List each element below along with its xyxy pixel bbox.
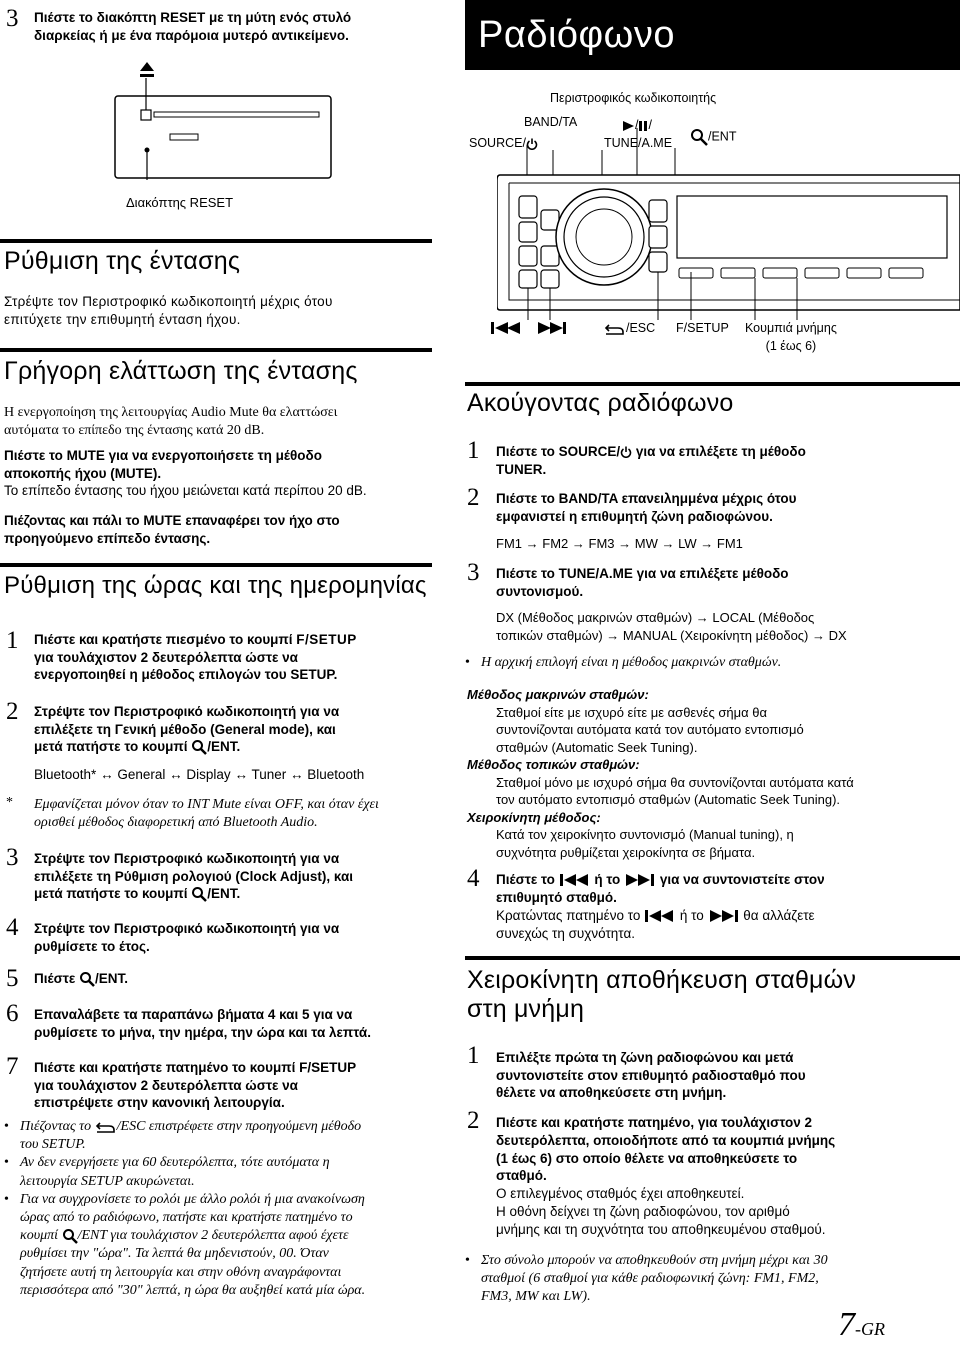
mode-cycle: Bluetooth* ↔ General ↔ Display ↔ Tuner ↔ Bluetooth (34, 767, 365, 782)
step-number: 7 (6, 1053, 19, 1080)
head-unit-illustration (497, 100, 960, 320)
clock-heading: Ρύθμιση της ώρας και της ημερομηνίας (4, 572, 427, 599)
search-icon (79, 971, 95, 987)
clock-step-5: Πιέστε /ENT. (34, 971, 129, 986)
rotary-encoder-label: Περιστροφικός κωδικοποιητής (550, 91, 717, 105)
f-setup-label: F/SETUP (676, 321, 729, 335)
search-icon (191, 886, 207, 902)
section-rule (0, 239, 432, 243)
band-cycle: FM1 → FM2 → FM3 → MW → LW → FM1 (496, 536, 743, 551)
previous-track-icon (644, 909, 676, 923)
tuning-modes: DX (Μέθοδος μακρινών σταθμών) → LOCAL (Μέθοδος τοπικών σταθμών) → MANUAL (Χειροκίνητη μέθοδος) → DX (496, 610, 847, 643)
step-number: 2 (467, 484, 480, 511)
section-rule (0, 563, 432, 567)
tune-ame-label: TUNE/A.ME (604, 136, 673, 150)
listening-heading: Ακούγοντας ραδιόφωνο (467, 389, 734, 417)
section-rule (465, 956, 960, 960)
step-number: 1 (467, 1042, 480, 1069)
clock-step-1: Πιέστε και κρατήστε πιεσμένο το κουμπί F/SETUP για τουλάχιστον 2 δευτερόλεπτα ώστε να ενεργοποιηθεί η μέθοδος επιλογών του SETUP. (34, 632, 357, 682)
footnote: Εμφανίζεται μόνον όταν το INT Mute είναι OFF, και όταν έχει ορισθεί μέθοδος διαφορετική από Bluetooth Audio. (34, 797, 379, 830)
memory-step-2: Πιέστε και κρατήστε πατημένο, για τουλάχιστον 2 δευτερόλεπτα, οποιοδήποτε από τα κουμπιά μνήμης (1 έως 6) στο οποίο θέλετε να αποθηκεύσετε το σταθμό. Ο επιλεγμένος σταθμός έχει αποθηκευτεί. Η οθόνη δείχνει τη ζώνη ραδιοφώνου, τον αριθμό μνήμης και τη συχνότητα του αποθηκευμένου σταθμού. (496, 1115, 836, 1237)
clock-step-4: Στρέψτε τον Περιστροφικό κωδικοποιητή για να ρυθμίσετε το έτος. (34, 921, 340, 954)
step-number: 2 (6, 698, 19, 725)
play-pause-label: / / (622, 118, 652, 132)
next-track-icon (538, 322, 566, 334)
page-number: 7-GR (838, 1306, 885, 1343)
next-track-icon (708, 909, 740, 923)
page-title: Ραδιόφωνο (478, 14, 675, 56)
esc-label: /ESC (604, 321, 655, 336)
section-rule (465, 382, 960, 386)
previous-track-icon (559, 873, 591, 887)
step-number: 4 (467, 865, 480, 892)
ent-label: /ENT (690, 128, 736, 146)
band-ta-label: BAND/TA (524, 115, 578, 129)
listen-step-2: Πιέστε το BAND/TA επανειλημμένα μέχρις ότου εμφανιστεί η επιθυμητή ζώνη ραδιοφώνου. (496, 491, 797, 524)
eject-icon (139, 61, 155, 79)
back-arrow-icon (604, 322, 626, 336)
unmute-instruction: Πιέζοντας και πάλι το MUTE επαναφέρει τον ήχο στο προηγούμενο επίπεδο έντασης. (4, 513, 340, 546)
step-number: 3 (467, 559, 480, 586)
reset-instruction: Πιέστε το διακόπτη RESET με τη μύτη ενός στυλό διαρκείας ή με ένα παρόμοια μυτερό αντικείμενο. (34, 10, 352, 43)
step-number: 5 (6, 965, 19, 992)
mute-intro: Η ενεργοποίηση της λειτουργίας Audio Mute θα ελαττώσει αυτόματα το επίπεδο της έντασης κατά 20 dB. (4, 405, 338, 438)
clock-step-7: Πιέστε και κρατήστε πατημένο το κουμπί F/SETUP για τουλάχιστον 2 δευτερόλεπτα ώστε να επιστρέψετε στην κανονική λειτουργία. (34, 1060, 357, 1110)
preset-buttons-label: Κουμπιά μνήμης (1 έως 6) (745, 321, 837, 353)
memory-heading: Χειροκίνητη αποθήκευση σταθμών στη μνήμη (467, 966, 857, 1023)
source-label: SOURCE/ (469, 136, 538, 150)
search-icon (191, 739, 207, 755)
mute-instruction: Πιέστε το MUTE για να ενεργοποιήσετε τη μέθοδο αποκοπής ήχου (MUTE). (4, 448, 322, 481)
mute-heading: Γρήγορη ελάττωση της έντασης (4, 357, 358, 385)
clock-step-3: Στρέψτε τον Περιστροφικό κωδικοποιητή για να επιλέξετε τη Ρύθμιση ρολογιού (Clock Adjust), και μετά πατήστε το κουμπί /ENT. (34, 851, 354, 901)
step-number: 3 (6, 5, 19, 32)
step-number: 1 (6, 627, 19, 654)
step-number: 6 (6, 1000, 19, 1027)
setup-notes: • Πιέζοντας το /ESC επιστρέφετε στην προηγούμενη μέθοδο του SETUP. • Αν δεν ενεργήσετε για 60 δευτερόλεπτα, τότε αυτόματα η λειτουργία SETUP ακυρώνεται. • Για να συγχρονίσετε το ρολόι με άλλο ρολόι ή μια ανακοίνωση ώρας από το ραδιόφωνο, πατήστε και κρατήστε πατημένο το κουμπί /ENT για τουλάχιστον 2 δευτερόλεπτα αφού έχετε ρυθμίσει την "ώρα". Τα λεπτά θα μηδενιστούν, 00. Όταν ζητήσετε αυτή τη λειτουργία και στην οθόνη αναγράφονται περισσότερα από "30" λεπτά, η ώρα θα αυξηθεί κατά μία ώρα. (20, 1118, 440, 1300)
step-number: 2 (467, 1107, 480, 1134)
clock-step-6: Επαναλάβετε τα παραπάνω βήματα 4 και 5 για να ρυθμίσετε το μήνα, την ημέρα, την ώρα και τα λεπτά. (34, 1007, 371, 1040)
tuning-mode-descriptions: Μέθοδος μακρινών σταθμών: Σταθμοί είτε με ισχυρό είτε με ασθενές σήμα θα συντονίζονται αυτόματα κατά τον αυτόματο εντοπισμό σταθμών (Automatic Seek Tuning). Μέθοδος τοπικών σταθμών: Σταθμοί μόνο με ισχυρό σήμα θα συντονίζονται αυτόματα κατά τον αυτόματο εντοπισμό σταθμών (Automatic Seek Tuning). Χειροκίνητη μέθοδος: Κατά τον χειροκίνητο συντονισμό (Manual tuning), η συχνότητα ρυθμίζεται χειροκίνητα σε βήματα. (467, 687, 854, 860)
seek-buttons-icons (490, 320, 580, 336)
listen-step-4: Πιέστε το ή το για να συντονιστείτε στον επιθυμητό σταθμό. Κρατώντας πατημένο το ή το θα αλλάζετε συνεχώς τη συχνότητα. (496, 872, 825, 941)
step-number: 4 (6, 914, 19, 941)
memory-note: • Στο σύνολο μπορούν να αποθηκευθούν στη μνήμη μέχρι και 30 σταθμοί (6 σταθμοί για κάθε ραδιοφωνική ζώνη: FM1, FM2, FM3, MW και LW). (481, 1252, 828, 1306)
page-title-bar (465, 0, 960, 70)
step-number: 3 (6, 844, 19, 871)
reset-switch-label: Διακόπτης RESET (126, 195, 234, 210)
search-icon (62, 1228, 78, 1244)
volume-text: Στρέψτε τον Περιστροφικό κωδικοποιητή μέχρις ότου επιτύχετε την επιθυμητή ένταση ήχου. (4, 294, 333, 327)
memory-step-1: Επιλέξτε πρώτα τη ζώνη ραδιοφώνου και μετά συντονιστείτε στον επιθυμητό ραδιοσταθμό που θέλετε να αποθηκεύσετε στη μνήμη. (496, 1050, 806, 1100)
listen-step-1: Πιέστε το SOURCE/ για να επιλέξετε τη μέθοδο TUNER. (496, 444, 806, 477)
power-icon (620, 446, 632, 458)
previous-track-icon (491, 322, 520, 334)
clock-step-2: Στρέψτε τον Περιστροφικό κωδικοποιητή για να επιλέξετε τη Γενική μέθοδο (General mode), και μετά πατήστε το κουμπί /ENT. (34, 704, 340, 754)
next-track-icon (624, 873, 656, 887)
back-arrow-icon (95, 1120, 117, 1134)
default-mode-note: • Η αρχική επιλογή είναι η μέθοδος μακρινών σταθμών. (481, 655, 781, 671)
section-rule (0, 348, 432, 352)
volume-heading: Ρύθμιση της έντασης (4, 247, 241, 275)
step-number: 1 (467, 437, 480, 464)
front-panel-illustration (114, 78, 332, 180)
listen-step-3: Πιέστε το TUNE/A.ME για να επιλέξετε μέθοδο συντονισμού. (496, 566, 789, 599)
mute-note: Το επίπεδο έντασης του ήχου μειώνεται κατά περίπου 20 dB. (4, 483, 367, 498)
footnote-marker: * (6, 795, 13, 810)
